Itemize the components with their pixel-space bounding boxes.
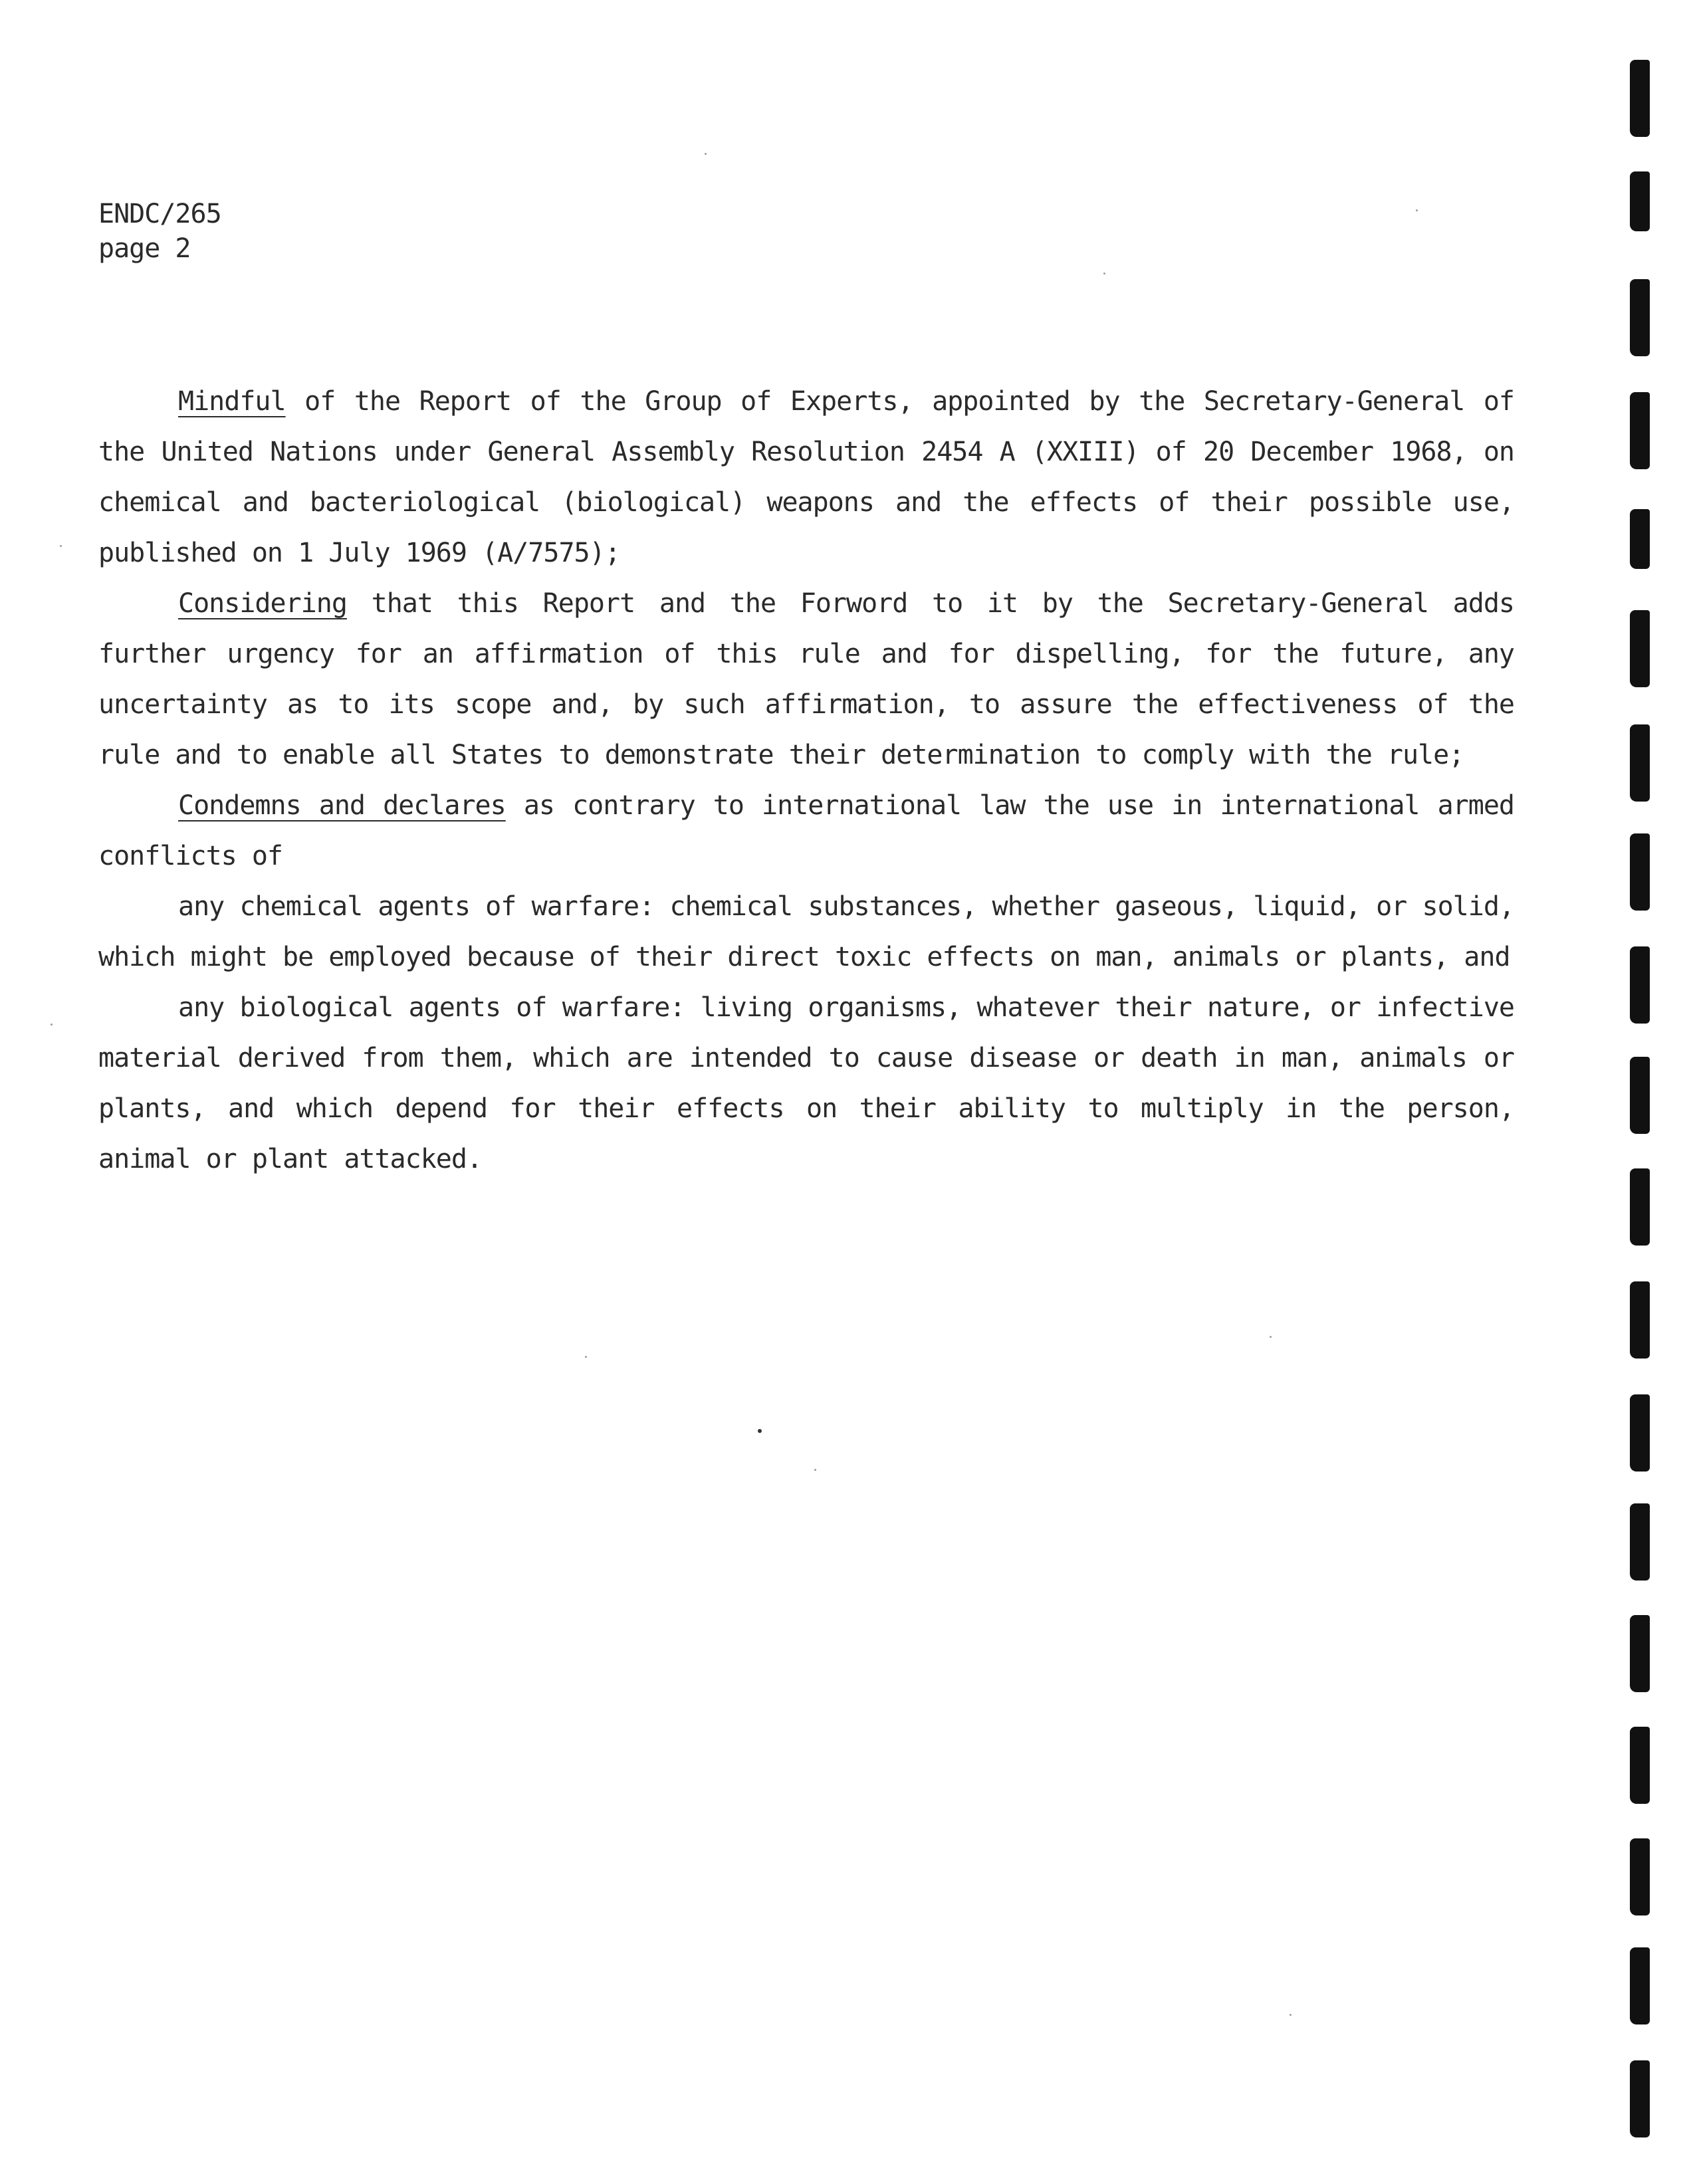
binding-hole: [1630, 1503, 1650, 1581]
binding-hole: [1630, 1281, 1650, 1359]
scan-speck: [705, 153, 707, 155]
paragraph-biological-agents: [98, 982, 1514, 1184]
paragraph-lead: Condemns and declares: [178, 790, 506, 821]
binding-hole: [1630, 1838, 1650, 1915]
binding-hole: [1630, 1394, 1650, 1472]
binding-hole: [1630, 1168, 1650, 1246]
binding-hole: [1630, 509, 1650, 569]
scan-speck: [814, 1469, 816, 1471]
paragraph-text: that this Report and the Forword to it by the Secretary-General adds further urgency for an affirmation of this rule and for dispelling, for the future, any uncertainty as to its scope and, by such affirmation, to assure the effectiveness of the rule and to enable all States to demonstrate their determination to comply with the rule;: [98, 588, 1514, 770]
binding-hole: [1630, 171, 1650, 231]
scan-speck: [1416, 209, 1418, 211]
scan-speck: [1103, 273, 1105, 274]
binding-hole: [1630, 833, 1650, 911]
scan-speck: [60, 545, 62, 547]
document-symbol: ENDC/265: [98, 199, 221, 229]
binding-hole: [1630, 1947, 1650, 2024]
paragraph-text: of the Report of the Group of Experts, appointed by the Secretary-General of the United Nations under General Assembly Resolution 2454 A (XXIII) of 20 December 1968, on chemical and bacteriological (biological) weapons and the effects of their possible use, published on 1 July 1969 (A/7575);: [98, 386, 1514, 568]
binding-hole: [1630, 60, 1650, 137]
resolution-body: [98, 376, 1514, 1184]
binding-hole: [1630, 1057, 1650, 1134]
paragraph-chemical-agents: [98, 881, 1514, 982]
binding-hole: [1630, 392, 1650, 469]
scan-speck: [1270, 1336, 1272, 1338]
paragraph-lead: Mindful: [178, 386, 286, 417]
scan-speck: [1290, 2014, 1292, 2016]
scan-speck: [51, 1024, 53, 1026]
paragraph-text: any chemical agents of warfare: chemical substances, whether gaseous, liquid, or solid, which might be employed because of their direct toxic effects on man, animals or plants, and: [98, 891, 1514, 972]
paragraph-lead: Considering: [178, 588, 347, 619]
scan-speck: [758, 1429, 762, 1433]
paragraph-text: any biological agents of warfare: living organisms, whatever their nature, or infective material derived from them, which are intended to cause disease or death in man, animals or plants, and which depend for their effects on their ability to multiply in the person, animal or plant attacked.: [98, 992, 1514, 1174]
binding-hole: [1630, 610, 1650, 687]
binding-hole: [1630, 2060, 1650, 2137]
page-number: page 2: [98, 233, 191, 264]
binding-holes-strip: [1630, 60, 1652, 2160]
paragraph-considering: [98, 578, 1514, 780]
binding-hole: [1630, 724, 1650, 802]
binding-hole: [1630, 1615, 1650, 1692]
paragraph-text: as contrary to international law the use in international armed conflicts of: [98, 790, 1514, 871]
binding-hole: [1630, 279, 1650, 356]
paragraph-condemns: [98, 780, 1514, 881]
page-header: [98, 197, 221, 266]
paragraph-mindful: [98, 376, 1514, 578]
binding-hole: [1630, 1727, 1650, 1804]
binding-hole: [1630, 946, 1650, 1024]
scan-speck: [585, 1356, 587, 1358]
